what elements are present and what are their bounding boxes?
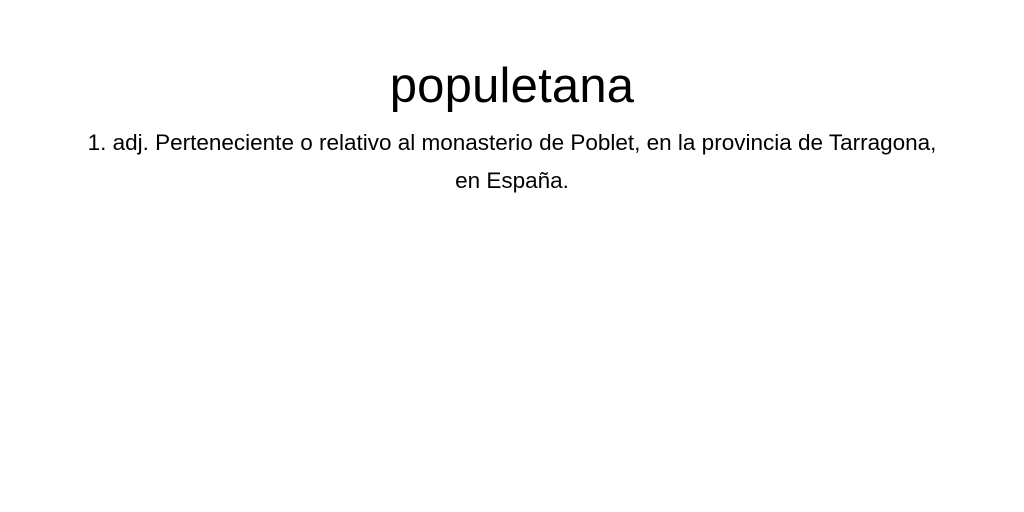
headword: populetana [389,59,635,113]
dictionary-entry [0,0,1024,200]
definition-text: 1. adj. Perteneciente o relativo al monasterio de Poblet, en la provincia de Tarragona, en España. [87,130,937,193]
